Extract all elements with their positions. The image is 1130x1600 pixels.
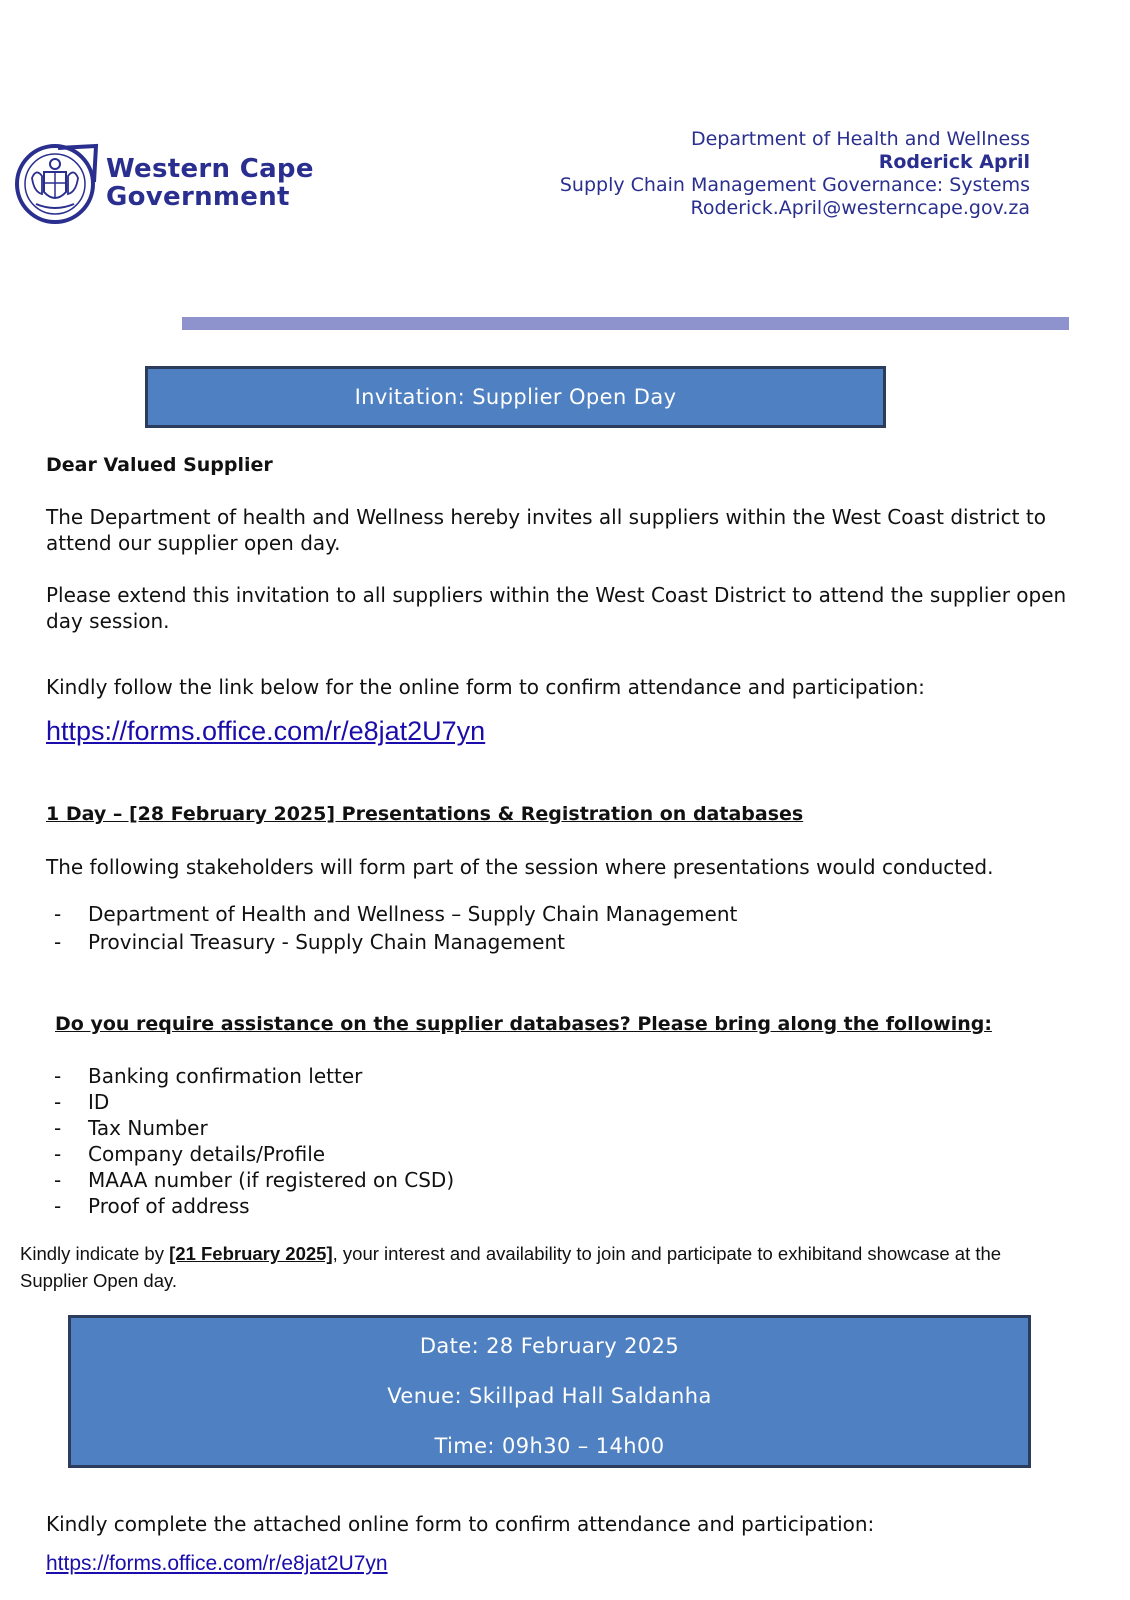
- list-item: [46, 900, 737, 928]
- paragraph-extend-invitation: Please extend this invitation to all suppliers within the West Coast District to attend the supplier open day session.: [46, 583, 1067, 633]
- invitation-title-box: [145, 366, 886, 428]
- paragraph-complete-form: Kindly complete the attached online form to confirm attendance and participation:: [46, 1512, 875, 1536]
- list-dash: -: [54, 1090, 62, 1114]
- online-form-link[interactable]: https://forms.office.com/r/e8jat2U7yn: [46, 716, 486, 746]
- list-item-text: Provincial Treasury - Supply Chain Management: [88, 930, 565, 954]
- list-item-text: Tax Number: [88, 1116, 208, 1140]
- list-item: [46, 1167, 454, 1193]
- western-cape-government-logo: [14, 142, 314, 230]
- online-form-link-bottom[interactable]: https://forms.office.com/r/e8jat2U7yn: [46, 1552, 388, 1575]
- event-time: Time: 09h30 – 14h00: [434, 1434, 665, 1458]
- list-item-text: MAAA number (if registered on CSD): [88, 1168, 455, 1192]
- list-dash: -: [54, 1194, 62, 1218]
- list-item: [46, 928, 737, 956]
- requirements-list: [46, 1063, 454, 1219]
- event-venue: Venue: Skillpad Hall Saldanha: [387, 1384, 712, 1408]
- invitation-title: Invitation: Supplier Open Day: [354, 385, 677, 409]
- event-date: Date: 28 February 2025: [419, 1334, 680, 1358]
- list-item: [46, 1063, 454, 1089]
- list-dash: -: [54, 1116, 62, 1140]
- logo-text-line2: Government: [106, 182, 290, 212]
- para5-prefix: Kindly indicate by: [20, 1243, 170, 1264]
- section-heading-presentations: 1 Day – [28 February 2025] Presentations & Registration on databases: [46, 803, 804, 825]
- para5-suffix: , your interest and availability to join and participate to exhibitand showcase at the Supplier Open day.: [20, 1243, 1002, 1291]
- event-details-box: [68, 1315, 1031, 1468]
- stakeholder-list: [46, 900, 737, 956]
- coat-of-arms-icon: [14, 142, 100, 230]
- deadline-date: [21 February 2025]: [169, 1243, 333, 1264]
- list-item-text: Proof of address: [88, 1194, 250, 1218]
- list-item-text: Company details/Profile: [88, 1142, 326, 1166]
- section-heading-assistance: Do you require assistance on the supplier databases? Please bring along the following:: [55, 1013, 992, 1035]
- list-item: [46, 1115, 454, 1141]
- contact-email[interactable]: Roderick.April@westerncape.gov.za: [690, 197, 1030, 219]
- contact-name: Roderick April: [878, 151, 1030, 173]
- list-dash: -: [54, 930, 62, 954]
- list-item: [46, 1141, 454, 1167]
- list-item: [46, 1193, 454, 1219]
- paragraph-invitation: The Department of health and Wellness hereby invites all suppliers within the West Coast district to attend our supplier open day.: [46, 505, 1046, 555]
- salutation: Dear Valued Supplier: [46, 454, 273, 476]
- list-item-text: Department of Health and Wellness – Supply Chain Management: [88, 902, 738, 926]
- list-dash: -: [54, 902, 62, 926]
- paragraph-follow-link: Kindly follow the link below for the online form to confirm attendance and participation:: [46, 675, 925, 699]
- list-item-text: ID: [88, 1090, 110, 1114]
- list-item: [46, 1089, 454, 1115]
- paragraph-indicate-interest: [20, 1240, 1060, 1294]
- list-dash: -: [54, 1064, 62, 1088]
- list-dash: -: [54, 1168, 62, 1192]
- list-dash: -: [54, 1142, 62, 1166]
- header-divider: [182, 317, 1069, 330]
- list-item-text: Banking confirmation letter: [88, 1064, 363, 1088]
- contact-department: Department of Health and Wellness: [690, 128, 1030, 150]
- logo-text-line1: Western Cape: [106, 154, 314, 184]
- contact-unit: Supply Chain Management Governance: Systems: [559, 174, 1030, 196]
- paragraph-stakeholders: The following stakeholders will form part of the session where presentations would conducted.: [46, 855, 994, 879]
